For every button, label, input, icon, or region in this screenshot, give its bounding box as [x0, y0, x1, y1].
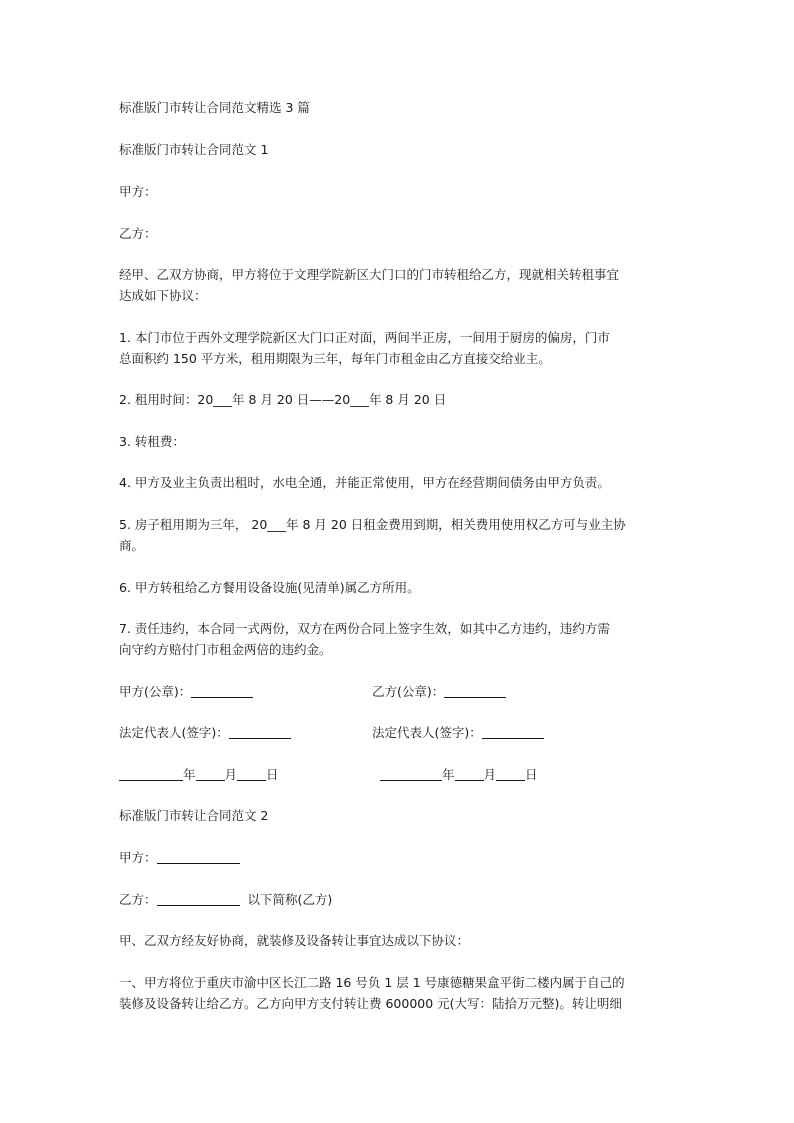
clause-1-line-2: 总面积约 150 平方米，租用期限为三年，每年门市租金由乙方直接交给业主。: [119, 351, 551, 366]
date-b-day: 日: [525, 767, 538, 782]
clause-3: 3. 转租费：: [119, 434, 185, 449]
date-a-month: 月: [224, 767, 238, 782]
date-a-day: 日: [266, 767, 279, 782]
date-a-day-blank: [237, 766, 266, 781]
clause-1-line-1: 1. 本门市位于西外文理学院新区大门口正对面，两间半正房，一间用于厨房的偏房，门市: [119, 330, 610, 345]
party-b-seal: [372, 681, 506, 702]
s2-clause-1-line-1: 一、甲方将位于重庆市渝中区长江二路 16 号负 1 层 1 号康德糖果盒平街二楼内属于自己的: [119, 975, 625, 990]
intro-line-1: 经甲、乙双方协商，甲方将位于文理学院新区大门口的门市转租给乙方，现就相关转租事宜: [119, 267, 620, 282]
section-1-title: 标准版门市转让合同范文 1: [119, 142, 269, 157]
date-b-year: 年: [442, 767, 455, 782]
clause-4: 4. 甲方及业主负责出租时，水电全通，并能正常使用，甲方在经营期间债务由甲方负责。: [119, 475, 610, 490]
clause-7-line-1: 7. 责任违约，本合同一式两份，双方在两份合同上签字生效，如其中乙方违约，违约方需: [119, 621, 610, 636]
intro-line-2: 达成如下协议：: [119, 288, 207, 303]
document-title: 标准版门市转让合同范文精选 3 篇: [119, 100, 310, 115]
s2-party-b-label: 乙方：: [119, 892, 157, 907]
party-b-rep: [372, 722, 544, 743]
party-a-rep-label: 法定代表人(签字)：: [119, 725, 229, 740]
date-a-year-blank: [119, 766, 183, 781]
clause-7-line-2: 向守约方赔付门市租金两倍的违约金。: [119, 642, 332, 657]
s2-party-a-label: 甲方：: [119, 850, 157, 865]
date-row: [119, 764, 679, 785]
clause-6: 6. 甲方转租给乙方餐用设备设施(见清单)属乙方所用。: [119, 580, 420, 595]
clause-2: 2. 租用时间：20___年 8 月 20 日——20___年 8 月 20 日: [119, 392, 447, 407]
date-a-year: 年: [183, 767, 196, 782]
date-b-month-blank: [455, 766, 484, 781]
clause-5-line-2: 商。: [119, 538, 145, 553]
representative-row: [119, 722, 679, 743]
seal-row: [119, 681, 679, 702]
s2-party-b-note: 以下简称(乙方): [247, 892, 333, 907]
date-a-month-blank: [196, 766, 225, 781]
party-a-seal-blank: [191, 683, 253, 698]
date-b-day-blank: [496, 766, 525, 781]
date-b-month: 月: [483, 767, 497, 782]
party-b-label: 乙方：: [119, 226, 157, 241]
s2-party-b-blank: [157, 891, 240, 906]
date-b-year-blank: [380, 766, 442, 781]
s2-party-a-row: [119, 847, 679, 868]
party-a-rep-blank: [229, 724, 291, 739]
party-a-label: 甲方：: [119, 184, 157, 199]
party-b-seal-label: 乙方(公章)：: [372, 684, 445, 699]
section-2-title: 标准版门市转让合同范文 2: [119, 808, 269, 823]
party-a-seal-label: 甲方(公章)：: [119, 684, 192, 699]
party-b-seal-blank: [444, 683, 506, 698]
party-b-rep-label: 法定代表人(签字)：: [372, 725, 482, 740]
date-b: [380, 764, 538, 785]
s2-intro: 甲、乙双方经友好协商，就装修及设备转让事宜达成以下协议：: [119, 933, 470, 948]
s2-clause-1-line-2: 装修及设备转让给乙方。乙方向甲方支付转让费 600000 元(大写：陆拾万元整)。转让明细: [119, 996, 622, 1011]
party-b-rep-blank: [482, 724, 544, 739]
s2-party-a-blank: [157, 849, 240, 864]
clause-5-line-1: 5. 房子租用期为三年， 20___年 8 月 20 日租金费用到期，相关费用使用权乙方可与业主协: [119, 517, 626, 532]
s2-party-b-row: [119, 889, 679, 910]
